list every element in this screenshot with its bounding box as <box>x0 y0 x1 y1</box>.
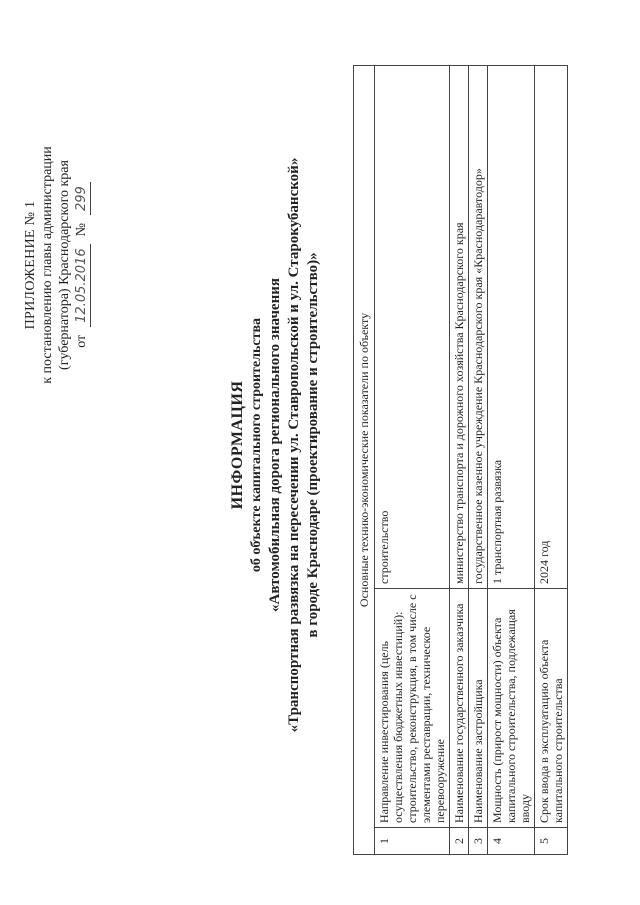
heading-line-4: в городе Краснодаре (проектирование и строительство)» <box>305 252 321 638</box>
appendix-block <box>22 15 91 515</box>
row-value: строительство <box>375 66 450 589</box>
heading-title: ИНФОРМАЦИЯ <box>229 380 246 510</box>
row-name: Мощность (прирост мощности) объекта капитального строительства, подлежащая вводу <box>488 589 535 828</box>
row-name: Направление инвестирования (цель осуществления бюджетных инвестиций): строительство, реконструкция, в том числе с элементами реставрации, техническое перевооружение <box>375 589 450 828</box>
indicators-table <box>353 65 568 855</box>
row-number: 3 <box>469 828 488 855</box>
from-label: от <box>74 334 89 348</box>
table-row <box>488 66 535 855</box>
table-caption-row <box>354 66 375 855</box>
appendix-date-line <box>73 15 91 515</box>
row-name: Срок ввода в эксплуатацию объекта капитального строительства <box>535 589 568 828</box>
row-number: 5 <box>535 828 568 855</box>
table-row <box>450 66 469 855</box>
handwritten-date: 12.05.2016 <box>73 244 91 326</box>
appendix-title: ПРИЛОЖЕНИЕ № 1 <box>23 200 38 330</box>
row-value: 1 транспортная развязка <box>488 66 535 589</box>
table-row <box>375 66 450 855</box>
number-label: № <box>74 223 89 237</box>
row-value: 2024 год <box>535 66 568 589</box>
row-value: государственное казенное учреждение Краснодарского края «Краснодаравтодор» <box>469 66 488 589</box>
heading-line-3: «Транспортная развязка на пересечении ул. Ставропольской и ул. Старокубанской» <box>286 157 302 733</box>
heading-line-1: об объекте капитального строительства <box>249 317 264 573</box>
appendix-line-2: (губернатора) Краснодарского края <box>57 160 72 370</box>
table-caption: Основные технико-экономические показатели по объекту <box>354 66 375 855</box>
table-row <box>469 66 488 855</box>
handwritten-number: 299 <box>73 182 91 215</box>
row-name: Наименование государственного заказчика <box>450 589 469 828</box>
row-number: 1 <box>375 828 450 855</box>
row-name: Наименование застройщика <box>469 589 488 828</box>
row-value: министерство транспорта и дорожного хозяйства Краснодарского края <box>450 66 469 589</box>
row-number: 2 <box>450 828 469 855</box>
heading-line-2: «Автомобильная дорога регионального значения <box>267 278 283 612</box>
table-row <box>535 66 568 855</box>
appendix-line-1: к постановлению главы администрации <box>40 146 55 384</box>
document-heading <box>228 85 323 805</box>
row-number: 4 <box>488 828 535 855</box>
